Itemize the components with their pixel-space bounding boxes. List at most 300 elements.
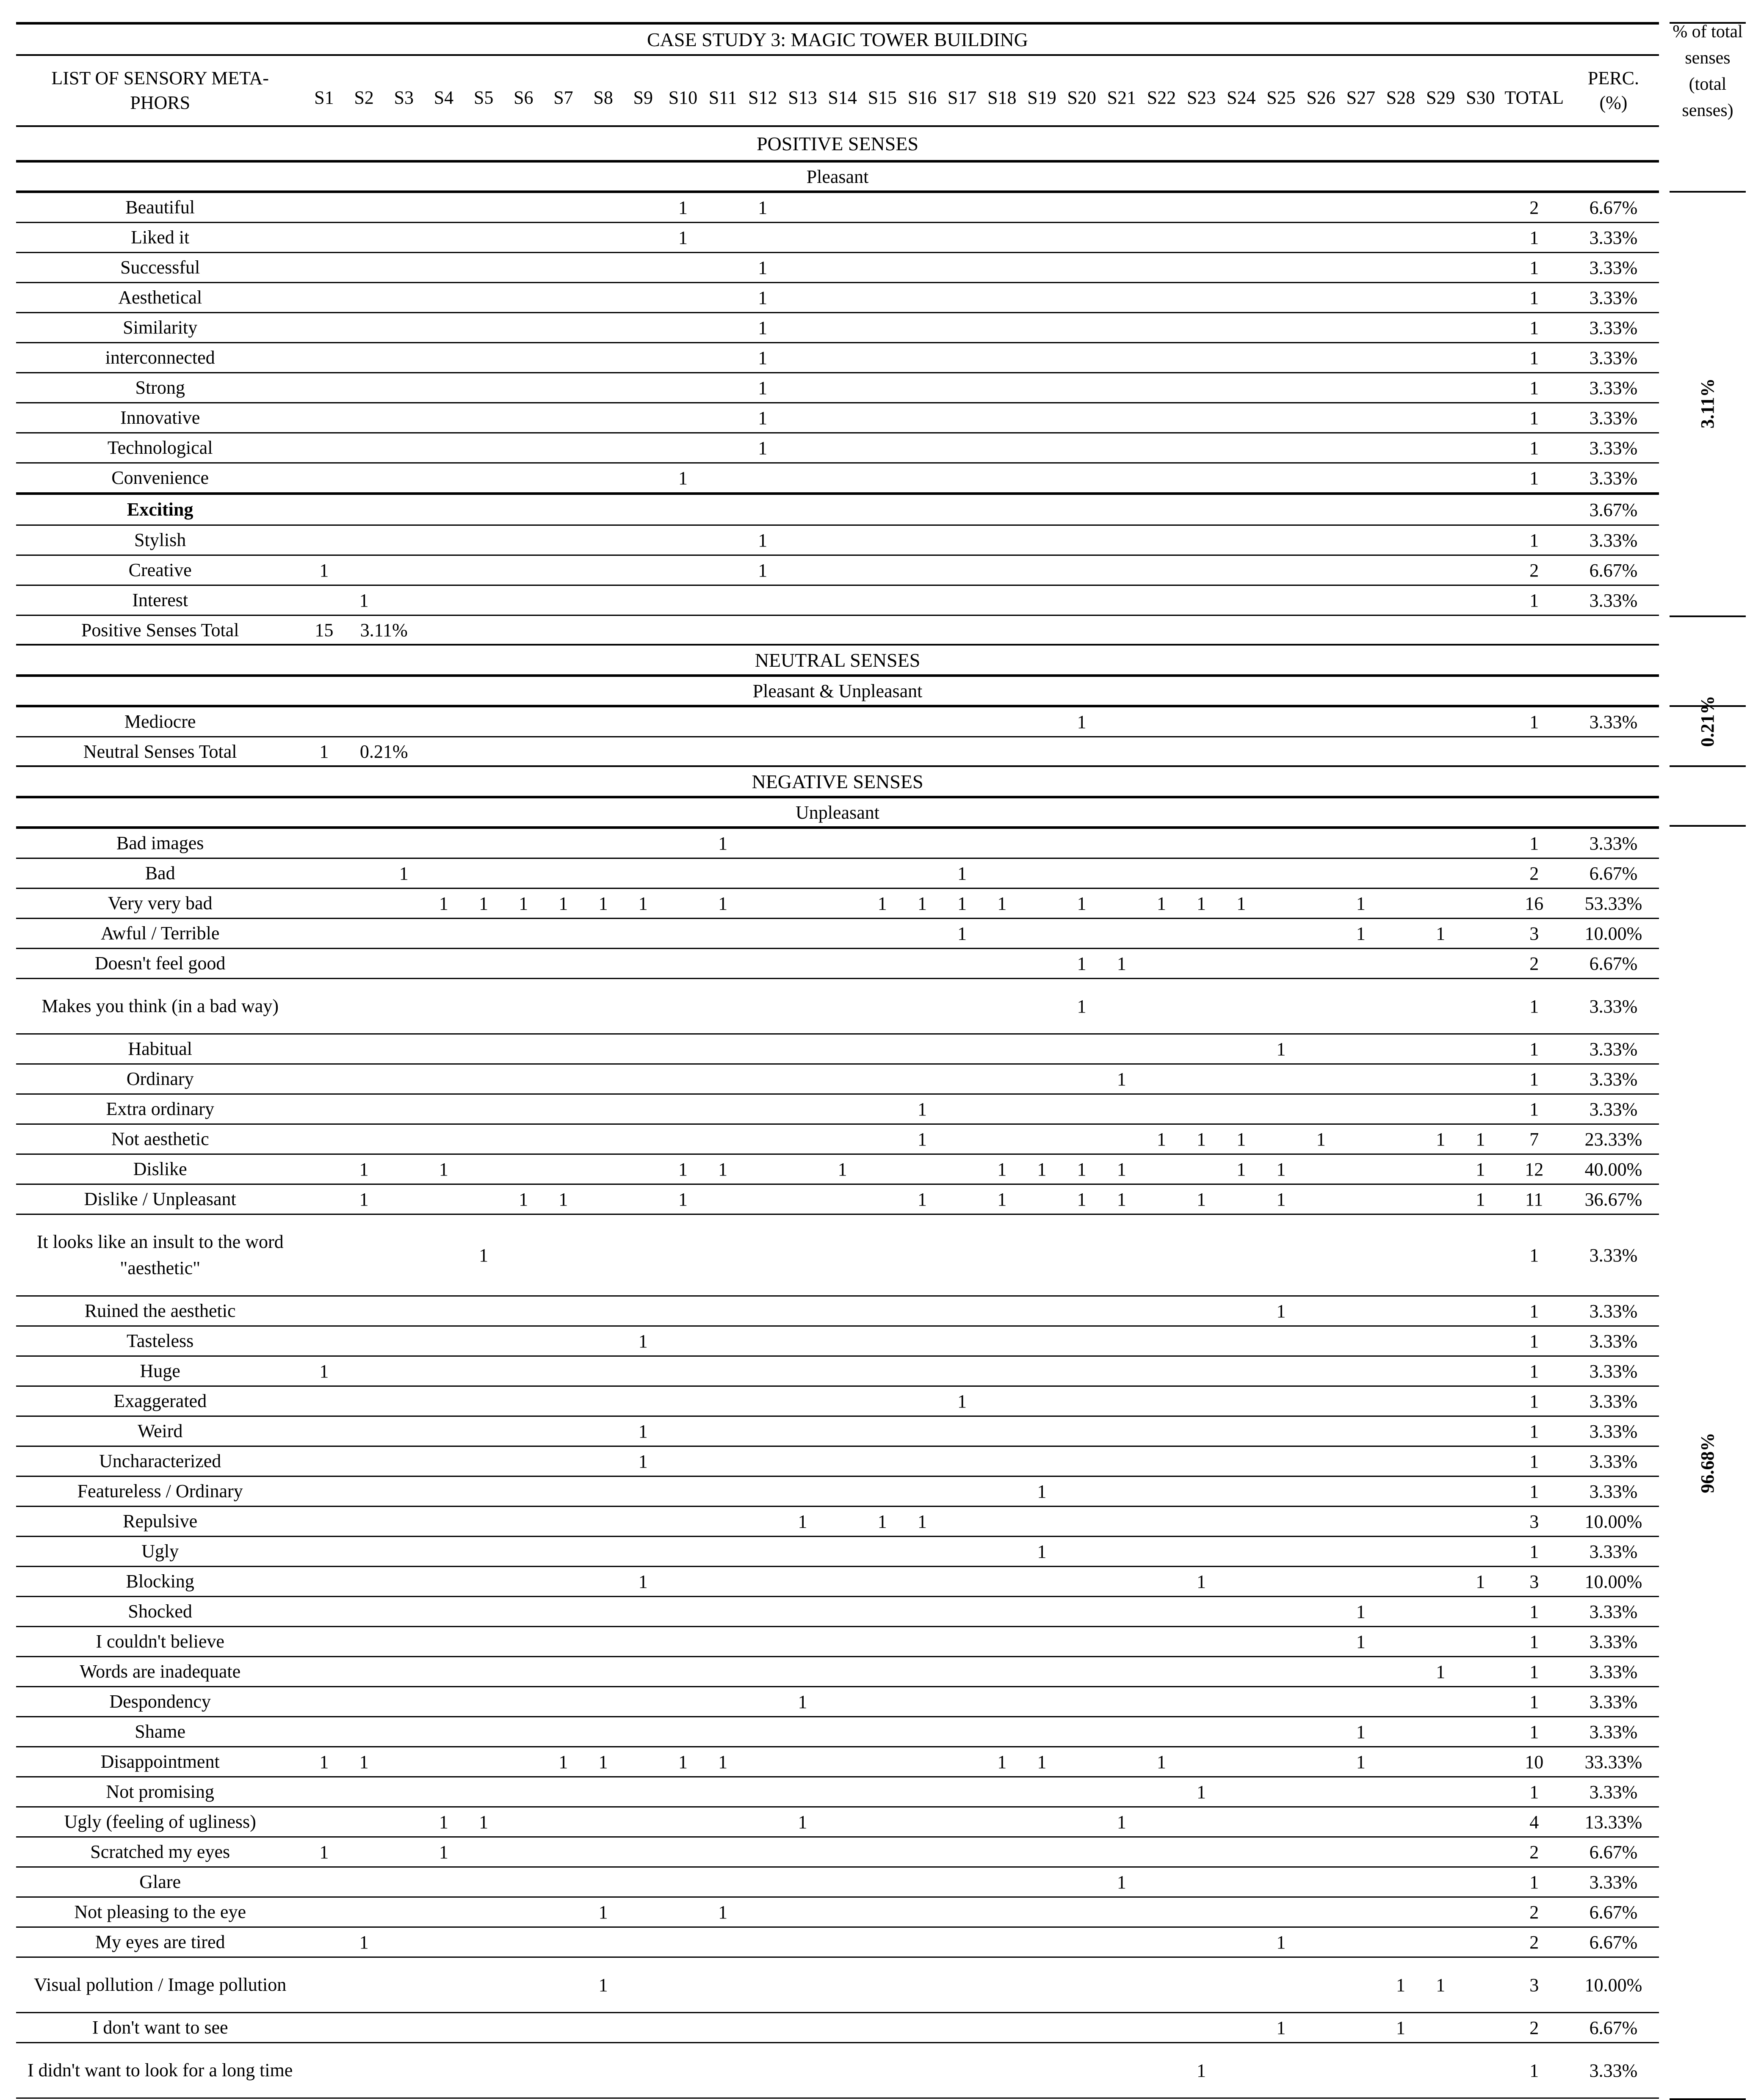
table-row bbox=[16, 949, 1659, 979]
row-total: 1 bbox=[1500, 525, 1568, 555]
mark-cell bbox=[424, 283, 464, 313]
mark-cell bbox=[543, 1867, 583, 1897]
table-row bbox=[16, 1064, 1659, 1094]
mark-cell bbox=[1221, 1867, 1261, 1897]
mark-cell bbox=[1341, 192, 1381, 223]
row-percentage: 6.67% bbox=[1568, 1897, 1659, 1927]
mark-cell bbox=[424, 1094, 464, 1124]
mark-cell bbox=[1142, 1356, 1181, 1386]
side-divider bbox=[1670, 22, 1746, 24]
mark-cell bbox=[1062, 828, 1102, 858]
mark-cell bbox=[823, 525, 863, 555]
mark-cell bbox=[902, 1034, 942, 1064]
mark-cell bbox=[503, 192, 543, 223]
mark-cell bbox=[982, 463, 1022, 494]
mark-cell bbox=[902, 1957, 942, 2013]
mark-cell bbox=[1142, 192, 1181, 223]
mark-cell bbox=[1341, 1927, 1381, 1957]
mark-cell: 1 bbox=[902, 889, 942, 919]
mark-cell bbox=[663, 1957, 703, 2013]
row-percentage: 3.33% bbox=[1568, 1214, 1659, 1296]
mark-cell bbox=[982, 1034, 1022, 1064]
subject-header: S27 bbox=[1341, 55, 1381, 126]
mark-cell bbox=[703, 1184, 743, 1214]
mark-cell bbox=[1301, 1034, 1341, 1064]
mark-cell bbox=[1142, 1507, 1181, 1537]
mark-cell bbox=[1102, 2013, 1142, 2043]
mark-cell: 1 bbox=[1460, 1154, 1500, 1184]
mark-cell bbox=[304, 1476, 344, 1507]
mark-cell bbox=[823, 889, 863, 919]
mark-cell bbox=[942, 192, 982, 223]
mark-cell: 1 bbox=[743, 313, 782, 343]
mark-cell bbox=[1102, 1124, 1142, 1154]
mark-cell: 1 bbox=[1102, 949, 1142, 979]
mark-cell bbox=[902, 1867, 942, 1897]
mark-cell bbox=[902, 1214, 942, 1296]
mark-cell bbox=[1022, 949, 1062, 979]
mark-cell bbox=[1261, 585, 1301, 615]
mark-cell bbox=[823, 1927, 863, 1957]
mark-cell bbox=[1221, 1747, 1261, 1777]
mark-cell bbox=[503, 433, 543, 463]
metaphor-label: Bad bbox=[16, 858, 304, 889]
mark-cell bbox=[1460, 525, 1500, 555]
subject-header: S14 bbox=[823, 55, 863, 126]
mark-cell bbox=[1341, 1034, 1381, 1064]
table-row bbox=[16, 2013, 1659, 2043]
mark-cell bbox=[823, 1717, 863, 1747]
mark-cell: 1 bbox=[1022, 1537, 1062, 1567]
mark-cell bbox=[1022, 1717, 1062, 1747]
mark-cell bbox=[583, 433, 623, 463]
mark-cell bbox=[1142, 525, 1181, 555]
mark-cell bbox=[623, 1507, 663, 1537]
mark-cell bbox=[863, 1214, 902, 1296]
mark-cell bbox=[942, 1927, 982, 1957]
mark-cell bbox=[743, 1326, 782, 1356]
mark-cell bbox=[743, 1747, 782, 1777]
mark-cell bbox=[623, 1356, 663, 1386]
mark-cell: 1 bbox=[344, 585, 384, 615]
mark-cell bbox=[823, 919, 863, 949]
metaphor-label: Liked it bbox=[16, 223, 304, 253]
row-percentage: 3.33% bbox=[1568, 1416, 1659, 1446]
mark-cell bbox=[1181, 1807, 1221, 1837]
mark-cell bbox=[782, 1476, 822, 1507]
mark-cell bbox=[1181, 1296, 1221, 1326]
mark-cell bbox=[543, 253, 583, 283]
row-total: 1 bbox=[1500, 1326, 1568, 1356]
mark-cell bbox=[863, 1094, 902, 1124]
mark-cell bbox=[464, 192, 503, 223]
mark-cell bbox=[1421, 1867, 1460, 1897]
mark-cell bbox=[1421, 979, 1460, 1034]
mark-cell bbox=[1381, 192, 1421, 223]
mark-cell bbox=[982, 313, 1022, 343]
mark-cell bbox=[1062, 463, 1102, 494]
mark-cell bbox=[663, 403, 703, 433]
mark-cell bbox=[982, 1296, 1022, 1326]
mark-cell bbox=[623, 706, 663, 737]
mark-cell bbox=[424, 1064, 464, 1094]
row-percentage: 40.00% bbox=[1568, 1154, 1659, 1184]
mark-cell bbox=[1301, 2013, 1341, 2043]
mark-cell bbox=[1421, 1296, 1460, 1326]
mark-cell bbox=[304, 2043, 344, 2098]
mark-cell bbox=[304, 313, 344, 343]
mark-cell bbox=[623, 223, 663, 253]
mark-cell bbox=[942, 2043, 982, 2098]
mark-cell bbox=[1460, 2043, 1500, 2098]
mark-cell bbox=[1062, 313, 1102, 343]
mark-cell: 1 bbox=[1301, 1124, 1341, 1154]
group-row bbox=[16, 494, 1659, 525]
mark-cell bbox=[543, 1214, 583, 1296]
mark-cell bbox=[1261, 1326, 1301, 1356]
table-row bbox=[16, 828, 1659, 858]
row-percentage: 3.33% bbox=[1568, 706, 1659, 737]
mark-cell bbox=[384, 1154, 424, 1184]
mark-cell bbox=[543, 343, 583, 373]
mark-cell bbox=[942, 1957, 982, 2013]
mark-cell bbox=[823, 1356, 863, 1386]
table-row bbox=[16, 1446, 1659, 1476]
side-divider bbox=[1670, 765, 1746, 767]
mark-cell bbox=[703, 253, 743, 283]
metaphor-label: Strong bbox=[16, 373, 304, 403]
mark-cell bbox=[1341, 463, 1381, 494]
mark-cell bbox=[743, 1154, 782, 1184]
mark-cell bbox=[782, 1094, 822, 1124]
row-percentage: 3.33% bbox=[1568, 1034, 1659, 1064]
mark-cell bbox=[1261, 1657, 1301, 1687]
mark-cell bbox=[1460, 223, 1500, 253]
mark-cell bbox=[1301, 283, 1341, 313]
mark-cell bbox=[304, 1927, 344, 1957]
mark-cell bbox=[1421, 283, 1460, 313]
mark-cell bbox=[1221, 1957, 1261, 2013]
mark-cell bbox=[1062, 1627, 1102, 1657]
mark-cell bbox=[902, 949, 942, 979]
metaphor-label: interconnected bbox=[16, 343, 304, 373]
mark-cell bbox=[1421, 1476, 1460, 1507]
row-percentage: 3.33% bbox=[1568, 1537, 1659, 1567]
mark-cell bbox=[663, 858, 703, 889]
mark-cell bbox=[464, 1867, 503, 1897]
mark-cell bbox=[1261, 706, 1301, 737]
mark-cell bbox=[823, 313, 863, 343]
mark-cell bbox=[1460, 253, 1500, 283]
mark-cell bbox=[1142, 1657, 1181, 1687]
mark-cell bbox=[1102, 433, 1142, 463]
mark-cell bbox=[663, 1867, 703, 1897]
mark-cell bbox=[1341, 1507, 1381, 1537]
mark-cell bbox=[424, 979, 464, 1034]
mark-cell bbox=[823, 1184, 863, 1214]
mark-cell bbox=[1460, 1897, 1500, 1927]
mark-cell bbox=[503, 1567, 543, 1597]
mark-cell bbox=[1301, 1094, 1341, 1124]
mark-cell bbox=[543, 313, 583, 343]
mark-cell bbox=[703, 1094, 743, 1124]
mark-cell bbox=[1261, 979, 1301, 1034]
mark-cell bbox=[503, 585, 543, 615]
mark-cell bbox=[703, 525, 743, 555]
positive-share: 3.11% bbox=[1697, 378, 1718, 429]
mark-cell bbox=[344, 919, 384, 949]
metaphor-label: Repulsive bbox=[16, 1507, 304, 1537]
mark-cell bbox=[1181, 1597, 1221, 1627]
table-row bbox=[16, 192, 1659, 223]
mark-cell bbox=[1301, 1957, 1341, 2013]
mark-cell bbox=[503, 1296, 543, 1326]
mark-cell bbox=[942, 1034, 982, 1064]
mark-cell bbox=[1062, 1597, 1102, 1627]
mark-cell bbox=[743, 1957, 782, 2013]
mark-cell bbox=[1062, 1687, 1102, 1717]
mark-cell bbox=[823, 706, 863, 737]
row-percentage: 6.67% bbox=[1568, 1837, 1659, 1867]
mark-cell bbox=[1022, 313, 1062, 343]
metaphor-label: Very very bad bbox=[16, 889, 304, 919]
mark-cell bbox=[1062, 1446, 1102, 1476]
mark-cell bbox=[782, 283, 822, 313]
mark-cell bbox=[1421, 1184, 1460, 1214]
metaphor-label: Blocking bbox=[16, 1567, 304, 1597]
mark-cell bbox=[982, 555, 1022, 585]
mark-cell bbox=[384, 192, 424, 223]
row-percentage: 23.33% bbox=[1568, 1124, 1659, 1154]
metaphor-label: I didn't want to look for a long time bbox=[16, 2043, 304, 2098]
mark-cell bbox=[464, 555, 503, 585]
mark-cell bbox=[344, 1567, 384, 1597]
mark-cell bbox=[503, 313, 543, 343]
mark-cell bbox=[782, 223, 822, 253]
mark-cell bbox=[1062, 1064, 1102, 1094]
mark-cell bbox=[543, 1717, 583, 1747]
mark-cell bbox=[1460, 1446, 1500, 1476]
row-percentage: 3.33% bbox=[1568, 1777, 1659, 1807]
table-row bbox=[16, 585, 1659, 615]
mark-cell bbox=[902, 1627, 942, 1657]
row-percentage: 53.33% bbox=[1568, 889, 1659, 919]
mark-cell bbox=[1102, 706, 1142, 737]
mark-cell bbox=[863, 525, 902, 555]
blank-cell bbox=[1062, 494, 1102, 525]
mark-cell bbox=[623, 192, 663, 223]
row-total: 1 bbox=[1500, 373, 1568, 403]
mark-cell bbox=[1181, 979, 1221, 1034]
mark-cell bbox=[823, 223, 863, 253]
mark-cell bbox=[1301, 1446, 1341, 1476]
mark-cell bbox=[663, 283, 703, 313]
mark-cell bbox=[424, 706, 464, 737]
mark-cell bbox=[1381, 1184, 1421, 1214]
mark-cell bbox=[1022, 1777, 1062, 1807]
row-percentage: 3.33% bbox=[1568, 1687, 1659, 1717]
mark-cell bbox=[1301, 1687, 1341, 1717]
metaphor-label: Glare bbox=[16, 1867, 304, 1897]
mark-cell bbox=[823, 979, 863, 1034]
row-percentage: 3.33% bbox=[1568, 585, 1659, 615]
mark-cell bbox=[782, 1184, 822, 1214]
mark-cell: 1 bbox=[1022, 1747, 1062, 1777]
mark-cell bbox=[823, 1537, 863, 1567]
row-total: 1 bbox=[1500, 1657, 1568, 1687]
mark-cell bbox=[982, 1597, 1022, 1627]
mark-cell bbox=[1142, 979, 1181, 1034]
side-header-label: % of total senses (total senses) bbox=[1673, 22, 1743, 120]
mark-cell bbox=[503, 1927, 543, 1957]
mark-cell bbox=[743, 706, 782, 737]
mark-cell bbox=[782, 555, 822, 585]
mark-cell bbox=[384, 313, 424, 343]
mark-cell bbox=[424, 919, 464, 949]
blank-cell bbox=[663, 494, 703, 525]
mark-cell bbox=[1102, 313, 1142, 343]
mark-cell bbox=[384, 223, 424, 253]
mark-cell bbox=[1301, 1807, 1341, 1837]
mark-cell bbox=[942, 373, 982, 403]
mark-cell bbox=[304, 1154, 344, 1184]
mark-cell bbox=[1142, 1957, 1181, 2013]
mark-cell bbox=[863, 1386, 902, 1416]
mark-cell bbox=[703, 858, 743, 889]
mark-cell bbox=[743, 919, 782, 949]
mark-cell bbox=[384, 979, 424, 1034]
mark-cell bbox=[703, 1034, 743, 1064]
mark-cell bbox=[384, 1507, 424, 1537]
mark-cell bbox=[902, 343, 942, 373]
subject-header: S10 bbox=[663, 55, 703, 126]
mark-cell bbox=[1381, 555, 1421, 585]
mark-cell bbox=[1460, 585, 1500, 615]
mark-cell bbox=[503, 1446, 543, 1476]
mark-cell bbox=[304, 463, 344, 494]
mark-cell bbox=[1421, 1567, 1460, 1597]
mark-cell bbox=[304, 343, 344, 373]
mark-cell bbox=[823, 1957, 863, 2013]
mark-cell bbox=[424, 1184, 464, 1214]
mark-cell bbox=[424, 1326, 464, 1356]
mark-cell bbox=[344, 1627, 384, 1657]
mark-cell bbox=[1181, 1154, 1221, 1184]
mark-cell bbox=[942, 1124, 982, 1154]
table-row bbox=[16, 1687, 1659, 1717]
mark-cell: 1 bbox=[623, 1567, 663, 1597]
mark-cell bbox=[823, 1386, 863, 1416]
mark-cell bbox=[1261, 192, 1301, 223]
mark-cell bbox=[942, 1837, 982, 1867]
mark-cell bbox=[1261, 1777, 1301, 1807]
mark-cell bbox=[1181, 1326, 1221, 1356]
mark-cell bbox=[1460, 283, 1500, 313]
negative-heading: NEGATIVE SENSES bbox=[16, 766, 1659, 797]
mark-cell: 1 bbox=[464, 1807, 503, 1837]
mark-cell bbox=[1142, 433, 1181, 463]
mark-cell bbox=[743, 585, 782, 615]
row-total: 2 bbox=[1500, 2013, 1568, 2043]
mark-cell bbox=[902, 1326, 942, 1356]
mark-cell bbox=[464, 1064, 503, 1094]
side-divider bbox=[1670, 191, 1746, 193]
mark-cell bbox=[1301, 1476, 1341, 1507]
mark-cell bbox=[1301, 463, 1341, 494]
mark-cell bbox=[1381, 1627, 1421, 1657]
mark-cell bbox=[1421, 555, 1460, 585]
mark-cell bbox=[863, 706, 902, 737]
mark-cell bbox=[1142, 1296, 1181, 1326]
positive-total-perc: 3.11% bbox=[344, 615, 423, 645]
mark-cell bbox=[464, 1657, 503, 1687]
mark-cell bbox=[304, 1386, 344, 1416]
mark-cell bbox=[663, 1296, 703, 1326]
mark-cell bbox=[663, 1927, 703, 1957]
mark-cell bbox=[1460, 1657, 1500, 1687]
row-percentage: 3.33% bbox=[1568, 223, 1659, 253]
mark-cell bbox=[1381, 1476, 1421, 1507]
mark-cell bbox=[344, 1064, 384, 1094]
mark-cell bbox=[583, 1064, 623, 1094]
side-header bbox=[1670, 19, 1746, 124]
mark-cell bbox=[902, 1476, 942, 1507]
side-divider bbox=[1670, 825, 1746, 827]
mark-cell bbox=[623, 1807, 663, 1837]
mark-cell bbox=[424, 1034, 464, 1064]
mark-cell: 1 bbox=[1022, 1476, 1062, 1507]
mark-cell bbox=[1022, 1567, 1062, 1597]
mark-cell bbox=[703, 979, 743, 1034]
row-total: 16 bbox=[1500, 889, 1568, 919]
mark-cell bbox=[503, 2013, 543, 2043]
mark-cell: 1 bbox=[1102, 1064, 1142, 1094]
mark-cell bbox=[703, 433, 743, 463]
mark-cell bbox=[1341, 1154, 1381, 1184]
table-row bbox=[16, 2043, 1659, 2098]
mark-cell bbox=[663, 889, 703, 919]
mark-cell: 1 bbox=[902, 1094, 942, 1124]
mark-cell bbox=[902, 858, 942, 889]
mark-cell bbox=[464, 433, 503, 463]
mark-cell bbox=[344, 1356, 384, 1386]
mark-cell bbox=[503, 1476, 543, 1507]
mark-cell bbox=[942, 403, 982, 433]
mark-cell bbox=[583, 555, 623, 585]
mark-cell bbox=[464, 1386, 503, 1416]
mark-cell bbox=[1022, 525, 1062, 555]
mark-cell bbox=[1261, 1064, 1301, 1094]
mark-cell bbox=[1421, 1034, 1460, 1064]
mark-cell bbox=[1181, 1094, 1221, 1124]
mark-cell bbox=[583, 343, 623, 373]
mark-cell bbox=[1062, 555, 1102, 585]
mark-cell bbox=[543, 1034, 583, 1064]
mark-cell: 1 bbox=[1221, 1154, 1261, 1184]
mark-cell bbox=[1181, 313, 1221, 343]
mark-cell bbox=[782, 1356, 822, 1386]
mark-cell bbox=[1221, 1446, 1261, 1476]
table-row bbox=[16, 1214, 1659, 1296]
mark-cell bbox=[782, 463, 822, 494]
mark-cell bbox=[1460, 1214, 1500, 1296]
blank-cell bbox=[1341, 494, 1381, 525]
mark-cell bbox=[942, 463, 982, 494]
mark-cell bbox=[1102, 223, 1142, 253]
mark-cell bbox=[583, 253, 623, 283]
mark-cell: 1 bbox=[743, 253, 782, 283]
mark-cell bbox=[583, 313, 623, 343]
